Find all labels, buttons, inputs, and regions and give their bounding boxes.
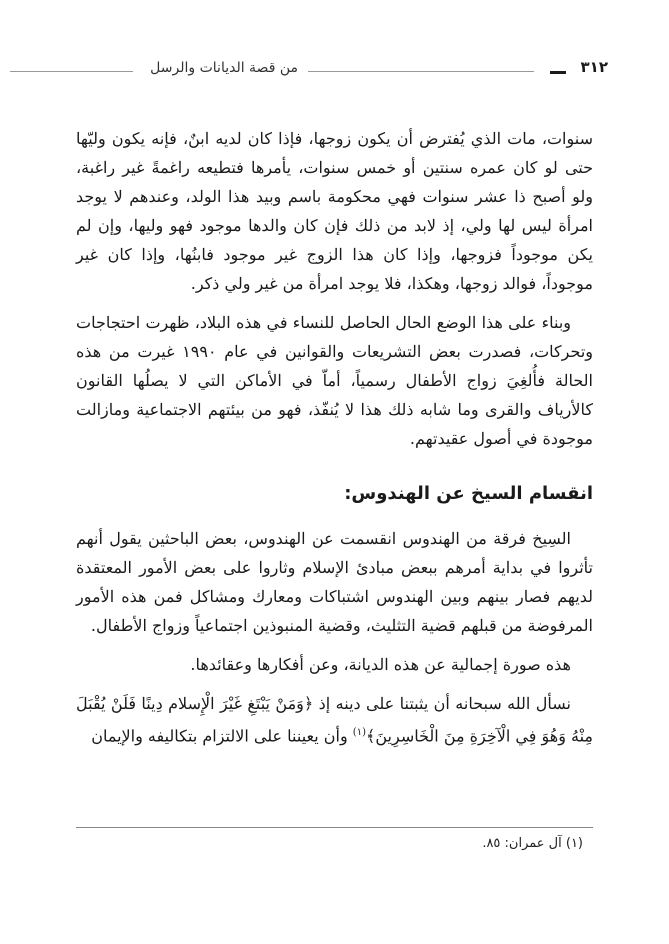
footnote: (١) آل عمران: ٨٥. xyxy=(482,836,583,851)
footnote-divider xyxy=(76,827,593,828)
paragraph: سنوات، مات الذي يُفترض أن يكون زوجها، فإذا كان لديه ابنٌ، فإنه يكون وليّها حتى لو كان عمره سنتين أو خمس سنوات، يأمرها فتطيعه راغمةً غير راغبة، ولو أصبح ذا عشر سنوات فهي محكومة باسم وبيد هذا الولد، وعندهم لا يوجد امرأة ليس لها ولي، إذ لابد من ذلك فإن كان والدها موجود فهو وليها، وإن لم يكن موجوداً فزوجها، وإذا كان هذا الزوج غير موجود فابنُها، وإذا كان غير موجوداً، فوالد زوجها، وهكذا، فلا يوجد امرأة من غير ولي ذكر. xyxy=(76,129,593,293)
page-content xyxy=(76,124,593,760)
paragraph: هذه صورة إجمالية عن هذه الديانة، وعن أفكارها وعقائدها. xyxy=(190,655,571,674)
book-title: من قصة الديانات والرسل xyxy=(150,60,298,76)
quran-quote-text: نسأل الله سبحانه أن يثبتنا على دينه إذ ﴿وَمَنْ يَبْتَغِ غَيْرَ الْإِسلام دِينًا فَلَنْ يُقْبَلَ مِنْهُ وَهُوَ فِي الْآخِرَةِ مِنَ الْخَاسِرِينَ﴾ xyxy=(76,694,593,746)
paragraph: السِيخ فرقة من الهندوس انقسمت عن الهندوس، بعض الباحثين يقول أنهم تأثروا في بداية أمرهم ببعض مبادئ الإسلام وثاروا على بعض الأمور المعتقدة لديهم فصار بينهم وبين الهندوس اشتباكات ومعارك ومشاكل فمن هذه الأمور المرفوضة من قبلهم قضية التثليث، وقضية المنبوذين اجتماعياً وزواج الأطفال. xyxy=(76,529,594,635)
page-header xyxy=(10,58,608,82)
paragraph-continuation: وأن يعيننا على الالتزام بتكاليفه والإيمان xyxy=(91,726,353,746)
section-heading: انقسام السيخ عن الهندوس: xyxy=(344,483,593,504)
page-number: ٣١٢ xyxy=(580,58,608,76)
header-rule-left xyxy=(10,71,133,72)
paragraph: وبناء على هذا الوضع الحال الحاصل للنساء في هذه البلاد، ظهرت احتجاجات وتحركات، فصدرت بعض التشريعات والقوانين في عام ١٩٩٠ غيرت من هذه الحالة فأُلغِيَ زواج الأطفال رسمياً، أماّ في الأماكن التي لا يصلُها القانون كالأرياف والقرى وما شابه ذلك هذا لا يُنفّذ، فهو من بيئتهم الاجتماعية ومازالت موجودة في أصول عقيدتهم. xyxy=(76,313,594,448)
header-dash xyxy=(550,71,566,74)
footnote-marker[interactable]: (١) xyxy=(352,727,366,738)
paragraph-with-footnote xyxy=(76,689,593,750)
header-rule-middle xyxy=(308,71,534,72)
